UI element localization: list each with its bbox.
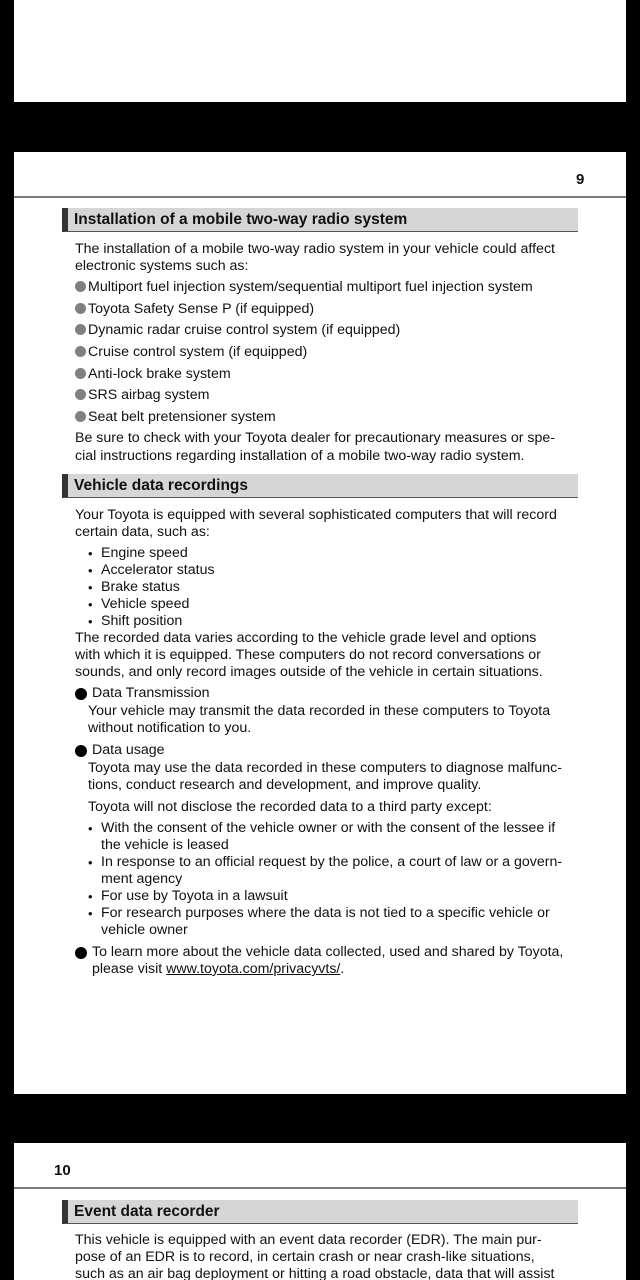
list-item: In response to an official request by the police, a court of law or a govern- [101, 854, 563, 870]
paragraph-line: tions, conduct research and development, and improve quality. [88, 777, 482, 793]
bullet-icon [75, 324, 86, 335]
paragraph-line: Your vehicle may transmit the data recorded in these computers to Toyota [88, 703, 551, 719]
bullet-icon [75, 281, 86, 292]
paragraph-line: please visit www.toyota.com/privacyvts/. [92, 961, 345, 977]
paragraph-line: electronic systems such as: [75, 258, 249, 274]
paragraph-line: This vehicle is equipped with an event data recorder (EDR). The main pur- [75, 1232, 542, 1248]
list-item-continuation: vehicle owner [101, 922, 188, 938]
section-title: Event data recorder [74, 1203, 220, 1220]
paragraph-line: certain data, such as: [75, 524, 210, 540]
list-item: With the consent of the vehicle owner or with the consent of the lessee if [101, 820, 556, 836]
list-item: Accelerator status [101, 562, 215, 578]
paragraph-line: Toyota will not disclose the recorded data to a third party except: [88, 799, 492, 815]
subheading: Data usage [92, 742, 165, 758]
paragraph-line: The installation of a mobile two-way radio system in your vehicle could affect [75, 241, 555, 257]
page-number: 9 [576, 171, 585, 188]
header-rule [14, 1187, 626, 1189]
list-item: For use by Toyota in a lawsuit [101, 888, 288, 904]
section-title: Installation of a mobile two-way radio system [74, 211, 408, 228]
paragraph-line: without notification to you. [88, 720, 252, 736]
list-item: Seat belt pretensioner system [75, 409, 276, 426]
page-10 [14, 1143, 626, 1280]
previous-page-fragment [14, 0, 626, 102]
subheading: Data Transmission [92, 685, 210, 701]
paragraph-line: To learn more about the vehicle data collected, used and shared by Toyota, [92, 944, 564, 960]
privacy-link[interactable]: www.toyota.com/privacyvts/ [166, 961, 341, 977]
paragraph-line: with which it is equipped. These computers do not record conversations or [75, 647, 541, 663]
section-heading-edr [62, 1200, 578, 1224]
bullet-icon: • [88, 889, 93, 904]
bullet-icon [75, 947, 87, 959]
list-item: Brake status [101, 579, 180, 595]
list-item: For research purposes where the data is not tied to a specific vehicle or [101, 905, 550, 921]
bullet-icon: • [88, 855, 93, 870]
bullet-icon [75, 688, 87, 700]
list-item: SRS airbag system [75, 387, 209, 404]
list-item: Vehicle speed [101, 596, 190, 612]
bullet-icon: • [88, 614, 93, 629]
page-9 [14, 152, 626, 1094]
section-title: Vehicle data recordings [74, 477, 249, 494]
list-item: Dynamic radar cruise control system (if equipped) [75, 322, 400, 339]
list-item: Shift position [101, 613, 183, 629]
paragraph-line: Your Toyota is equipped with several sophisticated computers that will record [75, 507, 557, 523]
page-number: 10 [54, 1162, 71, 1179]
bullet-icon [75, 745, 87, 757]
bullet-icon: • [88, 906, 93, 921]
list-item: Engine speed [101, 545, 188, 561]
paragraph-line: such as an air bag deployment or hitting a road obstacle, data that will assist [75, 1266, 555, 1280]
list-item: Anti-lock brake system [75, 366, 231, 383]
paragraph-line: sounds, and only record images outside of the vehicle in certain situations. [75, 664, 543, 680]
list-item: Cruise control system (if equipped) [75, 344, 307, 361]
bullet-icon: • [88, 546, 93, 561]
bullet-icon [75, 411, 86, 422]
bullet-icon [75, 346, 86, 357]
paragraph-line: Toyota may use the data recorded in these computers to diagnose malfunc- [88, 760, 562, 776]
list-item-continuation: the vehicle is leased [101, 837, 229, 853]
list-item: Toyota Safety Sense P (if equipped) [75, 301, 314, 318]
list-item: Multiport fuel injection system/sequential multiport fuel injection system [75, 279, 533, 296]
paragraph-line: pose of an EDR is to record, in certain crash or near crash-like situations, [75, 1249, 535, 1265]
paragraph-line: Be sure to check with your Toyota dealer for precautionary measures or spe- [75, 430, 555, 446]
bullet-icon: • [88, 580, 93, 595]
bullet-icon [75, 389, 86, 400]
bullet-icon: • [88, 563, 93, 578]
bullet-icon: • [88, 597, 93, 612]
header-rule [14, 196, 626, 198]
section-heading-data-recordings [62, 474, 578, 498]
paragraph-line: The recorded data varies according to the vehicle grade level and options [75, 630, 537, 646]
list-item-continuation: ment agency [101, 871, 183, 887]
bullet-icon: • [88, 821, 93, 836]
bullet-icon [75, 368, 86, 379]
bullet-icon [75, 303, 86, 314]
paragraph-line: cial instructions regarding installation of a mobile two-way radio system. [75, 448, 525, 464]
section-heading-radio [62, 208, 578, 232]
